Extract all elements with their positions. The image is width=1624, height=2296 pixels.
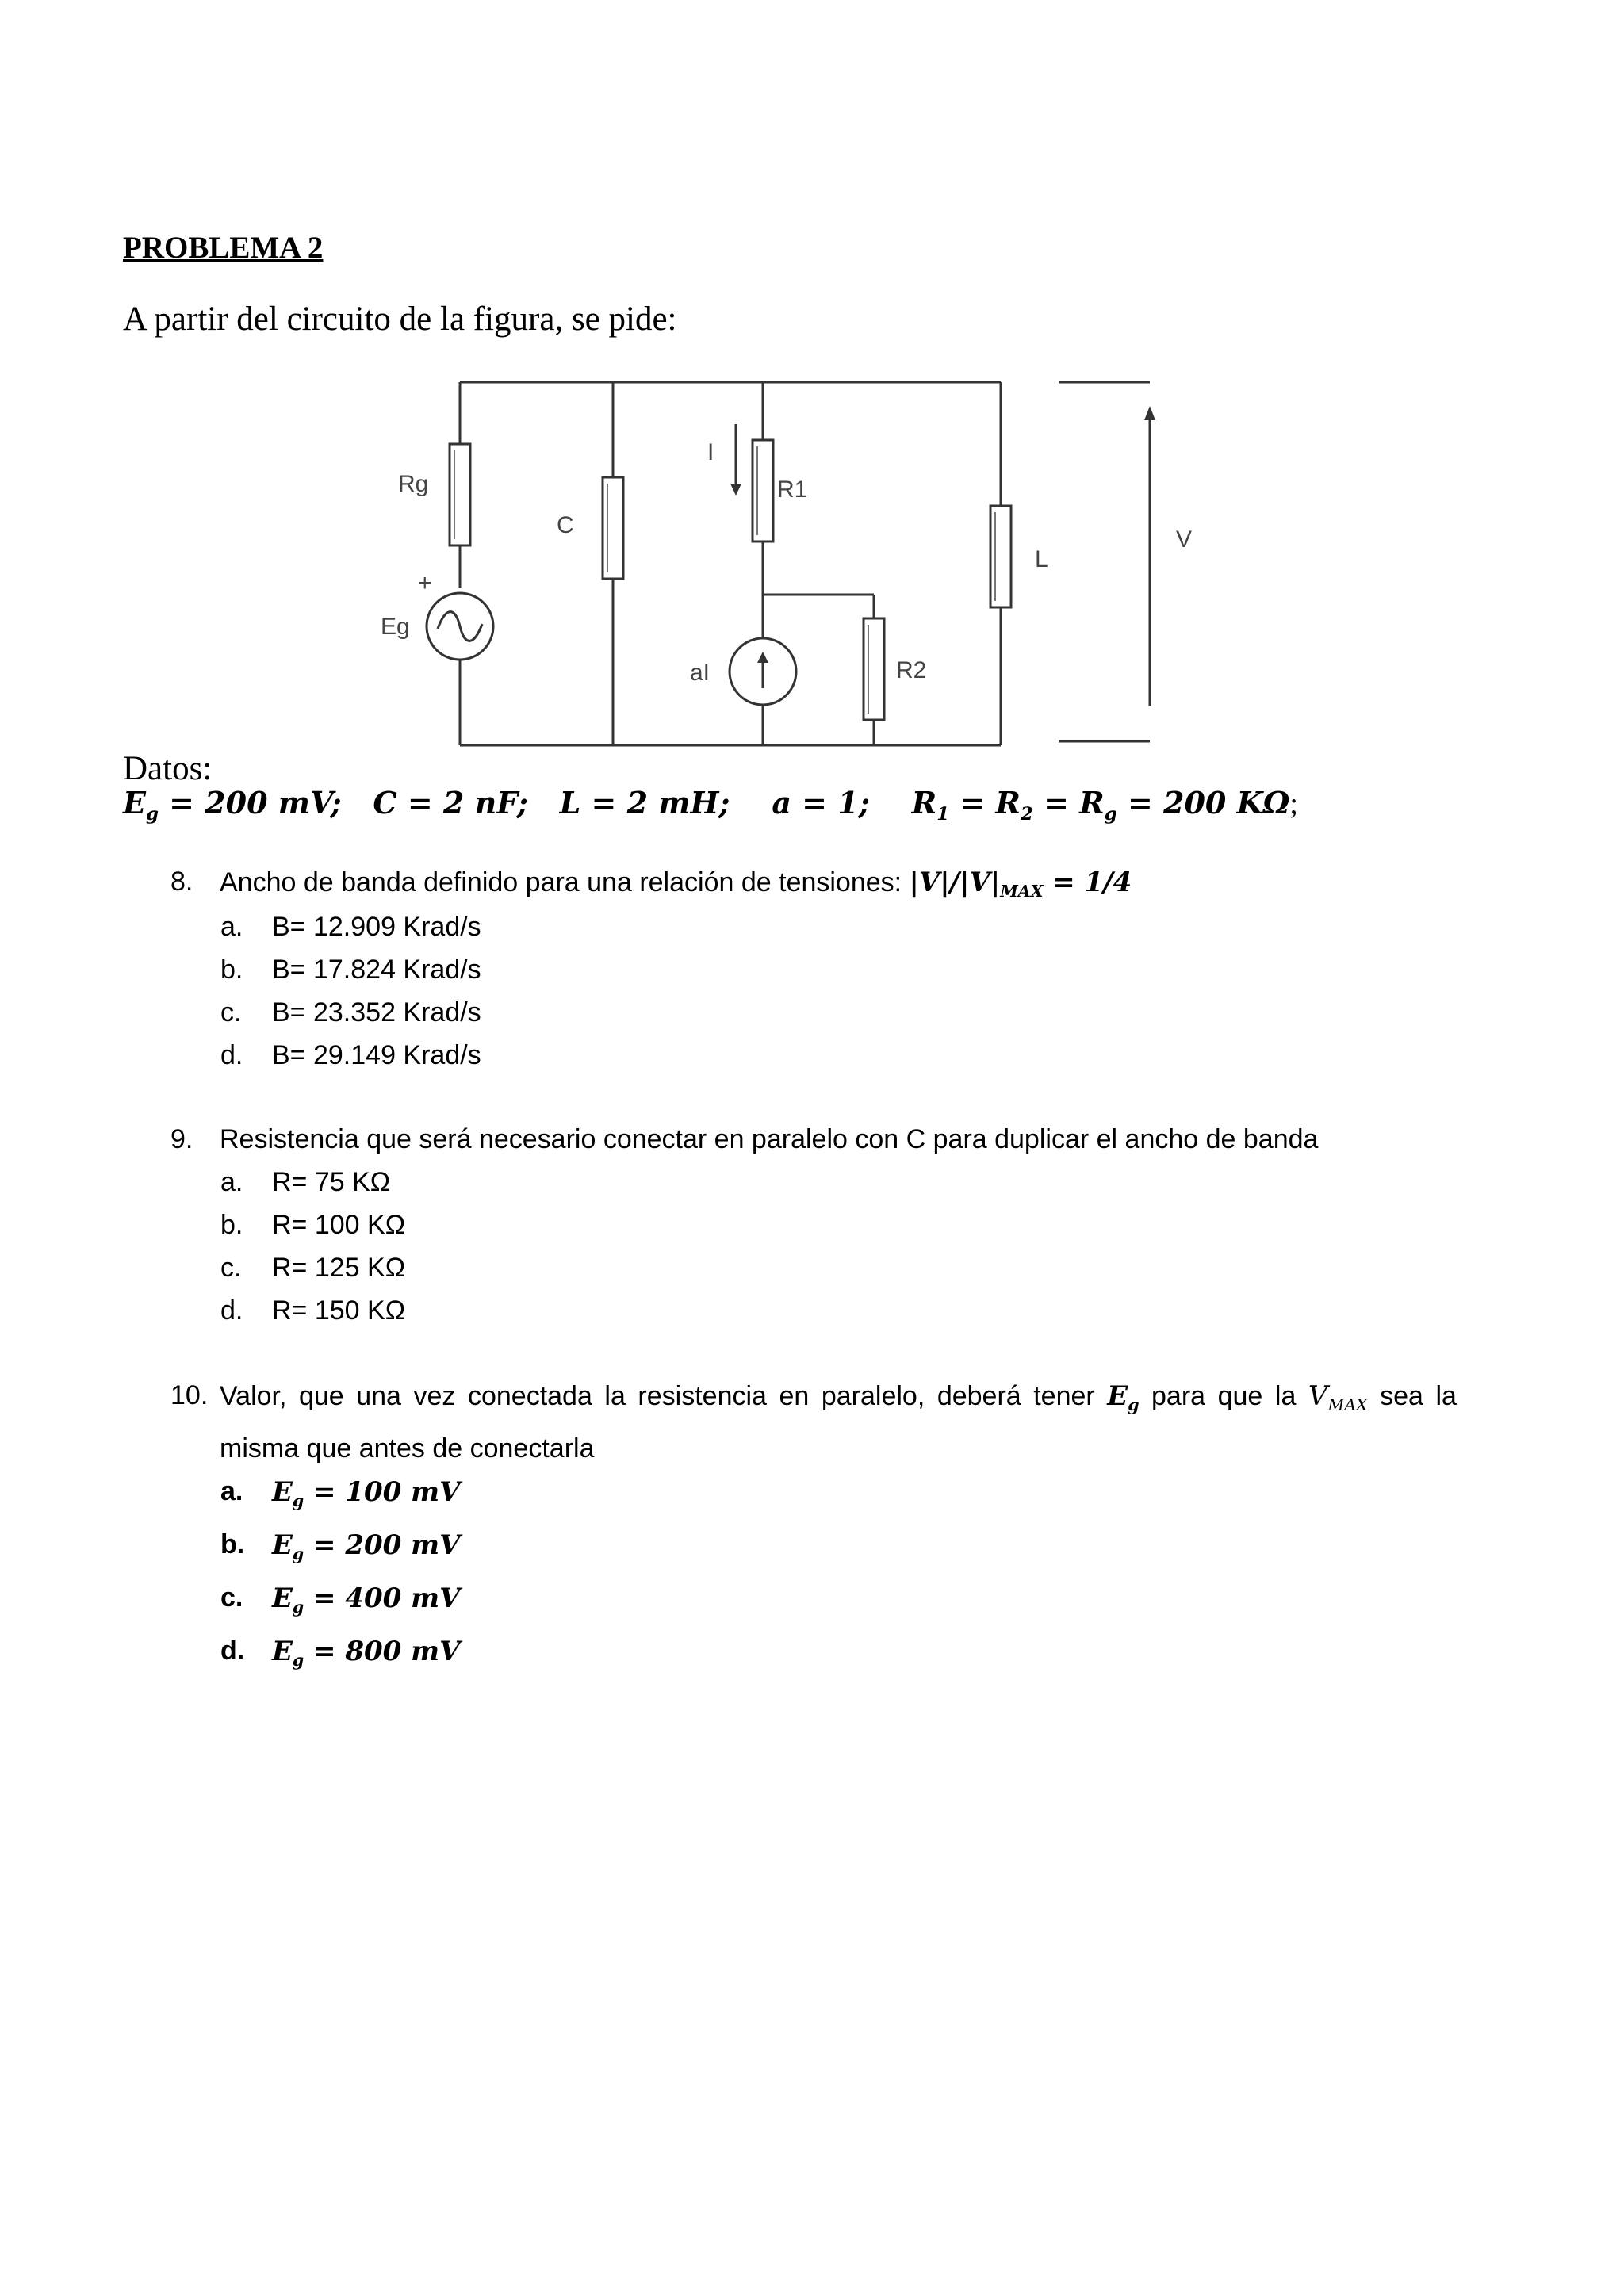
datos-label: Datos: [123, 750, 213, 787]
label-l: L [1035, 546, 1048, 572]
label-eg: Eg [381, 614, 410, 640]
document-page: PROBLEMA 2 A partir del circuito de la figura, se pide: Rg + Eg C I R1 aI R2 L V Datos: $E_g = 200$ mV; C = 2 nF; L = 2 mH; a = 1; $R_1 = R_2 = R_g = 200$ KΩ; 8. Ancho de banda definido para una relación de tensiones: $|V|/|V|_{MAX} = 1/4$ a. B= 12.909 Krad/s b. B= 17.824 Krad/s c. B= 23.352 Krad/s d. B= 29.149 Krad/s 9. Resistencia que será necesario conectar en paralelo con C para duplicar el ancho de banda a. R= 75 KΩ b. R= 100 KΩ c. R= 125 KΩ d. R= 150 KΩ 10. Valor, que una vez conectada la resistencia en paralelo, deberá tener $E_g$ para que la $V_{MAX}$ sea la misma que antes de conectarla a. $E_g = 100$ mV b. $E_g = 200$ mV c. $E_g = 400$ mV d. $E_g = 800$ mV [123, 231, 1457, 1670]
resistor-r1-symbol [753, 440, 773, 541]
current-arrow-head-icon [730, 484, 741, 496]
circuit-diagram [349, 357, 1221, 753]
label-ai: aI [690, 660, 710, 686]
label-i: I [707, 439, 714, 465]
ac-wave-icon [438, 612, 482, 641]
label-rg: Rg [398, 471, 429, 497]
inductor-l-symbol [990, 506, 1011, 607]
question-text: Valor, que una vez conectada la resistencia en paralelo, deberá tener $E_g$ para que la $V_{MAX}$ sea la [220, 1380, 1457, 1415]
question-text: Resistencia que será necesario conectar en paralelo con C para duplicar el ancho de banda [220, 1124, 1319, 1154]
question-math: $|V|/|V|_{MAX} = 1/4$ [909, 867, 1132, 901]
label-plus: + [418, 570, 432, 596]
problem-heading: PROBLEMA 2 [123, 231, 324, 265]
problem-intro: A partir del circuito de la figura, se pide: [123, 300, 677, 338]
question-number: 10. [170, 1380, 209, 1410]
label-v: V [1176, 526, 1193, 553]
question-number: 8. [170, 867, 193, 897]
resistor-rg-symbol [450, 444, 470, 545]
source-arrow-head-icon [757, 652, 768, 663]
resistor-r2-symbol [864, 618, 884, 720]
capacitor-c-symbol [603, 477, 623, 579]
question-text: Ancho de banda definido para una relación de tensiones: $|V|/|V|_{MAX} = 1/4$ [220, 867, 1132, 901]
v-arrow-head-icon [1144, 406, 1155, 420]
datos-equations: $E_g = 200$ mV; C = 2 nF; L = 2 mH; a = 1; $R_1 = R_2 = R_g = 200$ KΩ; [123, 785, 1298, 825]
label-r2: R2 [896, 657, 927, 683]
question-number: 9. [170, 1124, 193, 1154]
label-r1: R1 [777, 476, 808, 503]
label-c: C [557, 512, 574, 538]
